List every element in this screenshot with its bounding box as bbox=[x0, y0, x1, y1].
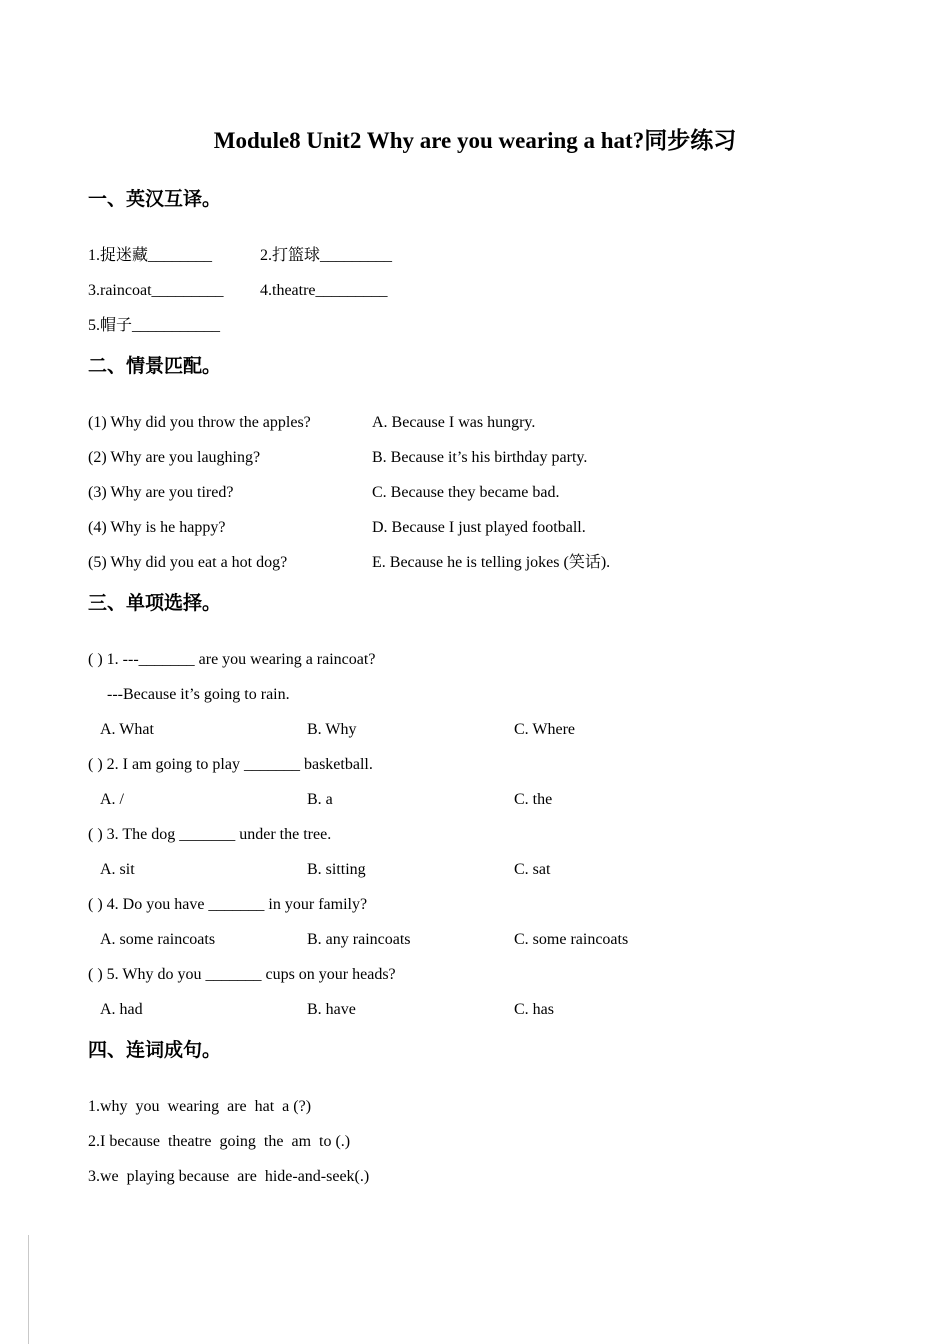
option-a: A. sit bbox=[100, 861, 135, 878]
option-b: B. any raincoats bbox=[307, 931, 411, 948]
mc-options-3 bbox=[88, 852, 862, 887]
match-row bbox=[88, 405, 862, 440]
mc-question-2: ( ) 2. I am going to play _______ basketball. bbox=[88, 756, 373, 773]
option-c: C. Where bbox=[514, 721, 576, 738]
option-a: A. had bbox=[100, 1001, 143, 1018]
translation-item-5: 5.帽子___________ bbox=[88, 317, 221, 334]
option-b: B. Why bbox=[307, 721, 357, 738]
match-question-2: (2) Why are you laughing? bbox=[88, 449, 261, 466]
option-c: C. some raincoats bbox=[514, 931, 629, 948]
match-question-3: (3) Why are you tired? bbox=[88, 484, 234, 501]
translation-item-1: 1.捉迷藏________ bbox=[88, 247, 213, 264]
match-row bbox=[88, 440, 862, 475]
translation-item-4: 4.theatre_________ bbox=[260, 282, 388, 299]
mc-question-3: ( ) 3. The dog _______ under the tree. bbox=[88, 826, 332, 843]
mc-options-1 bbox=[88, 712, 862, 747]
option-c: C. sat bbox=[514, 861, 551, 878]
option-b: B. sitting bbox=[307, 861, 366, 878]
rearrange-sentence-1: 1.why you wearing are hat a (?) bbox=[88, 1098, 312, 1115]
section4-heading: 四、连词成句。 bbox=[88, 1040, 222, 1061]
section2-heading: 二、情景匹配。 bbox=[88, 356, 222, 377]
option-b: B. have bbox=[307, 1001, 356, 1018]
match-row bbox=[88, 510, 862, 545]
translation-row bbox=[88, 308, 862, 343]
section3-heading: 三、单项选择。 bbox=[88, 593, 222, 614]
mc-options-4 bbox=[88, 922, 862, 957]
option-b: B. a bbox=[307, 791, 333, 808]
match-row bbox=[88, 545, 862, 580]
translation-row bbox=[88, 273, 862, 308]
match-answer-c: C. Because they became bad. bbox=[372, 484, 560, 501]
match-answer-e: E. Because he is telling jokes (笑话). bbox=[372, 554, 611, 571]
page-edge-line bbox=[28, 1235, 29, 1344]
page-title: Module8 Unit2 Why are you wearing a hat?同步练习 bbox=[213, 128, 737, 153]
option-a: A. What bbox=[100, 721, 154, 738]
option-c: C. has bbox=[514, 1001, 554, 1018]
mc-question-4: ( ) 4. Do you have _______ in your family? bbox=[88, 896, 368, 913]
section1-heading: 一、英汉互译。 bbox=[88, 189, 222, 210]
mc-question-1: ( ) 1. ---_______ are you wearing a raincoat? bbox=[88, 651, 376, 668]
mc-options-2 bbox=[88, 782, 862, 817]
match-answer-b: B. Because it’s his birthday party. bbox=[372, 449, 588, 466]
match-answer-a: A. Because I was hungry. bbox=[372, 414, 536, 431]
mc-question-5: ( ) 5. Why do you _______ cups on your heads? bbox=[88, 966, 396, 983]
match-row bbox=[88, 475, 862, 510]
rearrange-sentence-3: 3.we playing because are hide-and-seek(.) bbox=[88, 1168, 370, 1185]
translation-item-3: 3.raincoat_________ bbox=[88, 282, 224, 299]
match-question-4: (4) Why is he happy? bbox=[88, 519, 226, 536]
option-a: A. / bbox=[100, 791, 124, 808]
translation-item-2: 2.打篮球_________ bbox=[260, 247, 393, 264]
option-c: C. the bbox=[514, 791, 553, 808]
mc-question-1-line2: ---Because it’s going to rain. bbox=[107, 686, 290, 703]
rearrange-sentence-2: 2.I because theatre going the am to (.) bbox=[88, 1133, 351, 1150]
option-a: A. some raincoats bbox=[100, 931, 216, 948]
match-answer-d: D. Because I just played football. bbox=[372, 519, 586, 536]
translation-row bbox=[88, 238, 862, 273]
match-question-5: (5) Why did you eat a hot dog? bbox=[88, 554, 288, 571]
match-question-1: (1) Why did you throw the apples? bbox=[88, 414, 311, 431]
mc-options-5 bbox=[88, 992, 862, 1027]
